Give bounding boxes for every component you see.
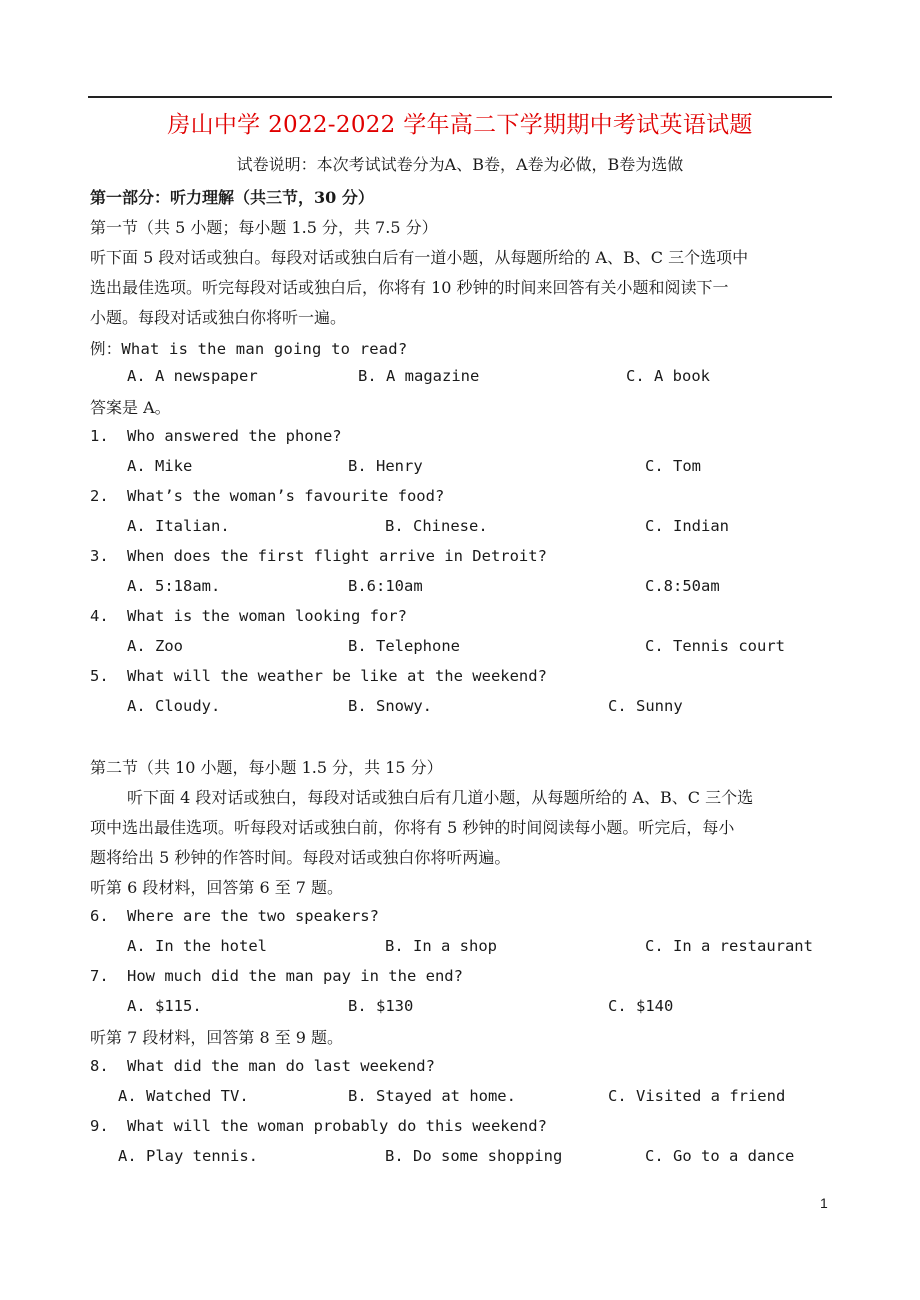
instruction-line: 小题。每段对话或独白你将听一遍。 (90, 308, 347, 327)
option-a: A. Cloudy. (127, 697, 221, 715)
instruction-line: 题将给出 5 秒钟的作答时间。每段对话或独白你将听两遍。 (90, 848, 511, 867)
option-b: B. Henry (348, 457, 423, 475)
option-a: A. Italian. (127, 517, 230, 535)
option-c: C. Indian (645, 517, 729, 535)
option-c: C. Visited a friend (608, 1087, 786, 1105)
exam-instructions: 试卷说明：本次考试试卷分为A、B卷，A卷为必做，B卷为选做 (236, 155, 684, 174)
option-b: B.6:10am (348, 577, 423, 595)
section2-heading: 第二节（共 10 小题，每小题 1.5 分，共 15 分） (90, 758, 443, 777)
question-number: 3. (90, 547, 109, 565)
question-text: Where are the two speakers? (127, 907, 379, 925)
option-c: C. Tom (645, 457, 701, 475)
header-rule (88, 96, 832, 98)
example-answer: 答案是 A。 (90, 398, 171, 417)
question-number: 6. (90, 907, 109, 925)
option-c: C. In a restaurant (645, 937, 813, 955)
question-number: 4. (90, 607, 109, 625)
example-question-text: 例：What is the man going to read? (90, 340, 408, 358)
question-text: What will the weather be like at the weekend? (127, 667, 547, 685)
group-intro: 听第 7 段材料，回答第 8 至 9 题。 (90, 1028, 344, 1047)
option-c: C. A book (626, 367, 710, 385)
section1-heading: 第一节（共 5 小题；每小题 1.5 分，共 7.5 分） (90, 218, 438, 237)
question-text: Who answered the phone? (127, 427, 342, 445)
option-b: B. Chinese. (385, 517, 488, 535)
question-text: What did the man do last weekend? (127, 1057, 435, 1075)
option-b: B. In a shop (385, 937, 497, 955)
option-b: B. Telephone (348, 637, 460, 655)
question-text: What’s the woman’s favourite food? (127, 487, 445, 505)
question-number: 1. (90, 427, 109, 445)
question-number: 2. (90, 487, 109, 505)
question-number: 9. (90, 1117, 109, 1135)
option-b: B. Do some shopping (385, 1147, 563, 1165)
part1-heading: 第一部分：听力理解（共三节，30 分） (90, 188, 374, 207)
option-a: A. Mike (127, 457, 193, 475)
option-c: C. Tennis court (645, 637, 785, 655)
question-number: 8. (90, 1057, 109, 1075)
instruction-line: 选出最佳选项。听完每段对话或独白后，你将有 10 秒钟的时间来回答有关小题和阅读下一 (90, 278, 729, 297)
option-a: A. Zoo (127, 637, 183, 655)
instruction-line: 项中选出最佳选项。听每段对话或独白前，你将有 5 秒钟的时间阅读每小题。听完后，每小 (90, 818, 735, 837)
question-text: What will the woman probably do this weekend? (127, 1117, 547, 1135)
page-number: 1 (820, 1195, 828, 1211)
question-text: What is the woman looking for? (127, 607, 407, 625)
option-a: A. Play tennis. (118, 1147, 258, 1165)
option-b: B. $130 (348, 997, 414, 1015)
option-a: A. 5:18am. (127, 577, 221, 595)
document-title: 房山中学 2022-2022 学年高二下学期期中考试英语试题 (167, 112, 753, 138)
option-c: C. Sunny (608, 697, 683, 715)
option-c: C.8:50am (645, 577, 720, 595)
question-number: 5. (90, 667, 109, 685)
option-a: A. In the hotel (127, 937, 267, 955)
option-a: A. $115. (127, 997, 202, 1015)
option-b: B. Snowy. (348, 697, 432, 715)
option-b: B. A magazine (358, 367, 480, 385)
question-text: How much did the man pay in the end? (127, 967, 463, 985)
group-intro: 听第 6 段材料，回答第 6 至 7 题。 (90, 878, 344, 897)
instruction-line: 听下面 4 段对话或独白，每段对话或独白后有几道小题，从每题所给的 A、B、C 三个选 (127, 788, 754, 807)
option-a: A. Watched TV. (118, 1087, 249, 1105)
option-c: C. Go to a dance (645, 1147, 795, 1165)
option-c: C. $140 (608, 997, 674, 1015)
instruction-line: 听下面 5 段对话或独白。每段对话或独白后有一道小题，从每题所给的 A、B、C 三个选项中 (90, 248, 749, 267)
option-a: A. A newspaper (127, 367, 258, 385)
option-b: B. Stayed at home. (348, 1087, 516, 1105)
question-number: 7. (90, 967, 109, 985)
question-text: When does the first flight arrive in Detroit? (127, 547, 547, 565)
